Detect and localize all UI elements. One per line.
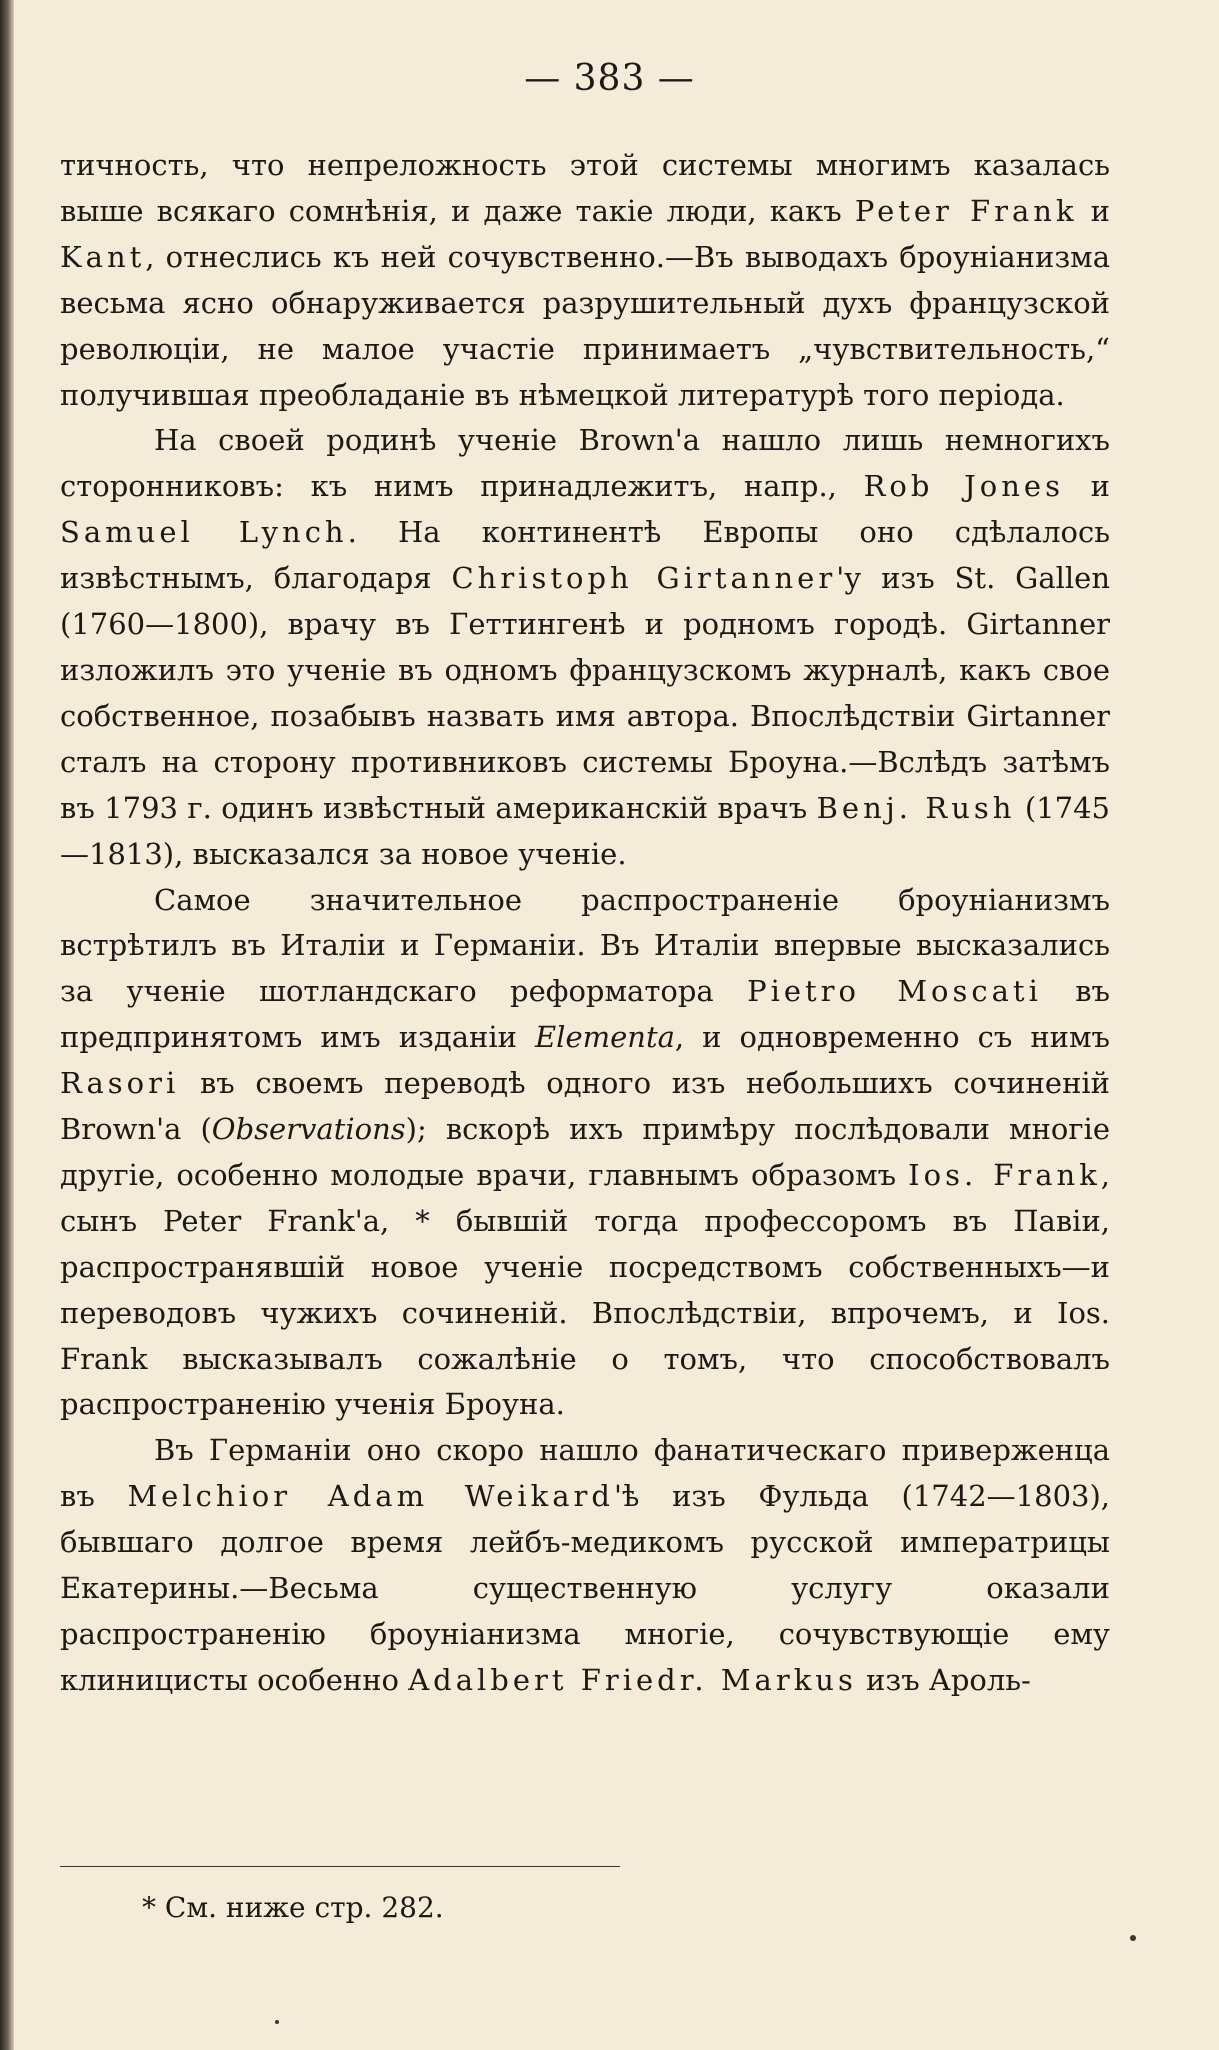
text-run: изъ Ароль- (856, 1662, 1031, 1697)
text-run: На своей родинѣ ученіе Brown'а нашло лишь немногихъ сторонниковъ: къ нимъ принадлежитъ, напр., (60, 423, 1110, 504)
main-text (60, 143, 1110, 1704)
paragraph (60, 143, 1110, 418)
text-run: (1745—1813), высказался за новое ученіе. (60, 790, 1110, 871)
paragraph (60, 1428, 1110, 1703)
spaced-name: Ios. Frank (908, 1157, 1101, 1192)
text-run: ); вскорѣ ихъ примѣру послѣдовали многіе другіе, особенно молодые врачи, главнымъ образомъ (60, 1112, 1110, 1192)
spaced-name: Christoph Girtanner (451, 561, 837, 596)
text-run: 'у изъ St. Gallen (1760—1800), врачу въ Геттингенѣ и родномъ городѣ. Girtanner изложилъ это ученіе въ одномъ французскомъ журналѣ, какъ свое собственное, позабывъ назвать имя автора. Впослѣдствіи Girtanner сталъ на сторону противниковъ системы Броуна.—Вслѣдъ затѣмъ въ 1793 г. одинъ извѣстный американскій врачъ (60, 561, 1110, 825)
text-run: и (1063, 469, 1110, 504)
spaced-name: Samuel Lynch (60, 515, 348, 550)
paragraph (60, 418, 1110, 877)
spaced-name: Benj. Rush (816, 790, 1016, 825)
italic-title: Observations (211, 1112, 406, 1147)
text-run: Въ Германіи оно скоро нашло фанатическаго приверженца въ (60, 1433, 1110, 1514)
text-run: . На континентѣ Европы оно сдѣлалось извѣстнымъ, благодаря (60, 515, 1110, 596)
text-run: тичность, что непреложность этой системы многимъ казалась выше всякаго сомнѣнія, и даже такіе люди, какъ (60, 148, 1110, 228)
text-run: Самое значительное распространеніе броуніанизмъ встрѣтилъ въ Италіи и Германіи. Въ Италіи впервые высказались за ученіе шотландскаго реформатора (60, 882, 1110, 1009)
spaced-name: Pietro Moscati (747, 974, 1042, 1009)
text-run: , сынъ Peter Frank'а, * бывшій тогда профессоромъ въ Павіи, распространявшій новое ученіе посредствомъ собственныхъ—и переводовъ чужихъ сочиненій. Впослѣдствіи, впрочемъ, и Ios. Frank высказывалъ сожалѣніе о томъ, что способствовалъ распространенію ученія Броуна. (60, 1157, 1110, 1422)
spaced-name: Kant (60, 239, 146, 274)
paragraph (60, 878, 1110, 1429)
text-run: въ своемъ переводѣ одного изъ небольшихъ сочиненій Brown'а ( (60, 1066, 1110, 1147)
italic-title: Elementa (535, 1020, 675, 1055)
spaced-name: Peter Frank (854, 193, 1078, 228)
spaced-name: Rasori (60, 1066, 180, 1101)
text-run: въ предпринятомъ имъ изданіи (60, 974, 1111, 1055)
page-number: — 383 — (524, 58, 695, 99)
spaced-name: Rob Jones (863, 469, 1064, 504)
paper-speck (1130, 1935, 1136, 1941)
book-spine-shadow (0, 0, 14, 2050)
text-run: и (1077, 193, 1111, 228)
spaced-name: Melchior Adam Weikard (127, 1479, 614, 1514)
footnote: * См. ниже стр. 282. (142, 1891, 444, 1924)
text-run: , и одновременно съ нимъ (674, 1020, 1110, 1055)
text-run: 'ѣ изъ Фульда (1742—1803), бывшаго долгое время лейбъ-медикомъ русской императрицы Екатерины.—Весьма существенную услугу оказали распространенію броуніанизма многіе, сочувствующіе ему клиницисты особенно (60, 1479, 1110, 1697)
spaced-name: Adalbert Friedr. Markus (408, 1662, 857, 1697)
footnote-divider (60, 1866, 620, 1867)
paper-speck (275, 2020, 279, 2024)
text-run: , отнеслись къ ней сочувственно.—Въ выводахъ броуніанизма весьма ясно обнаруживается разрушительный духъ французской революціи, не малое участіе принимаетъ „чувствительность,“ получившая преобладаніе въ нѣмецкой литературѣ того періода. (60, 239, 1110, 412)
